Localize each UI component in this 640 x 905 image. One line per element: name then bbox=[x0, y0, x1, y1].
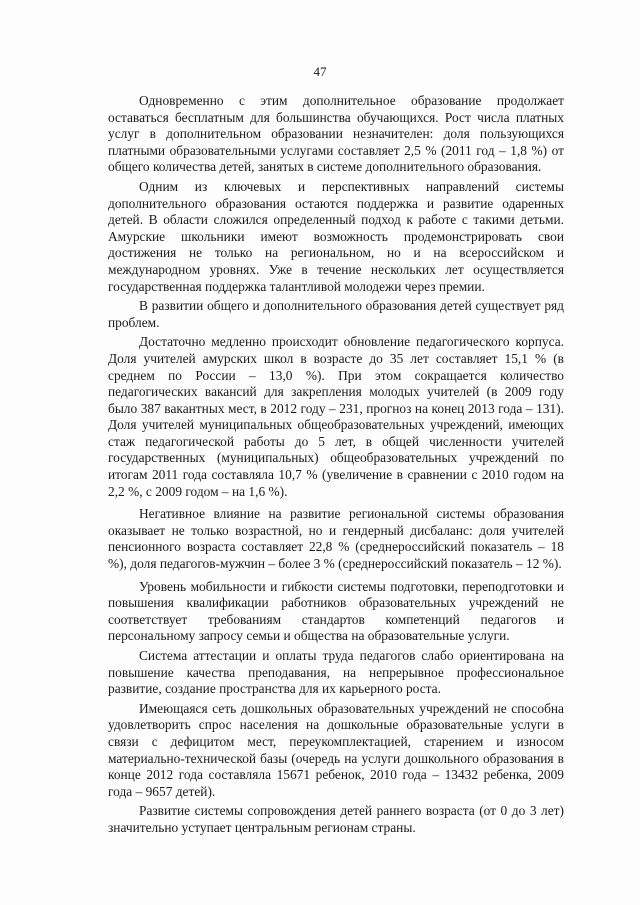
document-body bbox=[108, 93, 564, 840]
paragraph-6: Уровень мобильности и гибкости системы подготовки, переподготовки и повышения квалификации работников образовательных учреждений не соответствует требованиям стандартов компетенций педагогов и персональному запросу семьи и общества на образовательные услуги. bbox=[108, 578, 564, 644]
paragraph-5: Негативное влияние на развитие региональной системы образования оказывает не только возрастной, но и гендерный дисбаланс: доля учителей пенсионного возраста составляет 22,8 % (среднероссийский показатель – 18 %), доля педагогов-мужчин – более 3 % (среднероссийский показатель – 12 %). bbox=[108, 506, 564, 572]
paragraph-9: Развитие системы сопровождения детей раннего возраста (от 0 до 3 лет) значительно уступает центральным регионам страны. bbox=[108, 803, 564, 835]
page-number: 47 bbox=[313, 64, 327, 79]
paragraph-2: Одним из ключевых и перспективных направлений системы дополнительного образования остаются поддержка и развитие одаренных детей. В области сложился определенный подход к работе с такими детьми. Амурские школьники имеют возможность продемонстрировать свои достижения не только на региональном, но и на всероссийском и международном уровнях. Уже в течение нескольких лет осуществляется государственная поддержка талантливой молодежи через премии. bbox=[108, 178, 564, 294]
paragraph-8: Имеющаяся сеть дошкольных образовательных учреждений не способна удовлетворить спрос населения на дошкольные образовательные услуги в связи с дефицитом мест, переукомплектацией, старением и износом материально-технической базы (очередь на услуги дошкольного образования в конце 2012 года составляла 15671 ребенок, 2010 года – 13432 ребенка, 2009 года – 9657 детей). bbox=[108, 700, 564, 799]
paragraph-1: Одновременно с этим дополнительное образование продолжает оставаться бесплатным для большинства обучающихся. Рост числа платных услуг в дополнительном образовании незначителен: доля пользующихся платными образовательными услугами составляет 2,5 % (2011 год – 1,8 %) от общего количества детей, занятых в системе дополнительного образования. bbox=[108, 93, 564, 175]
paragraph-7: Система аттестации и оплаты труда педагогов слабо ориентирована на повышение качества преподавания, на непрерывное профессиональное развитие, создание пространства для их карьерного роста. bbox=[108, 648, 564, 697]
paragraph-4: Достаточно медленно происходит обновление педагогического корпуса. Доля учителей амурских школ в возрасте до 35 лет составляет 15,1 % (в среднем по России – 13,0 %). При этом сокращается количество педагогических вакансий для закрепления молодых учителей (в 2009 году было 387 вакантных мест, в 2012 году – 231, прогноз на конец 2013 года – 131). Доля учителей муниципальных общеобразовательных учреждений, имеющих стаж педагогической работы до 5 лет, в общей численности учителей государственных (муниципальных) общеобразовательных учреждений по итогам 2011 года составляла 10,7 % (увеличение в сравнении с 2010 годом на 2,2 %, с 2009 годом – на 1,6 %). bbox=[108, 334, 564, 499]
paragraph-3: В развитии общего и дополнительного образования детей существует ряд проблем. bbox=[108, 298, 564, 330]
